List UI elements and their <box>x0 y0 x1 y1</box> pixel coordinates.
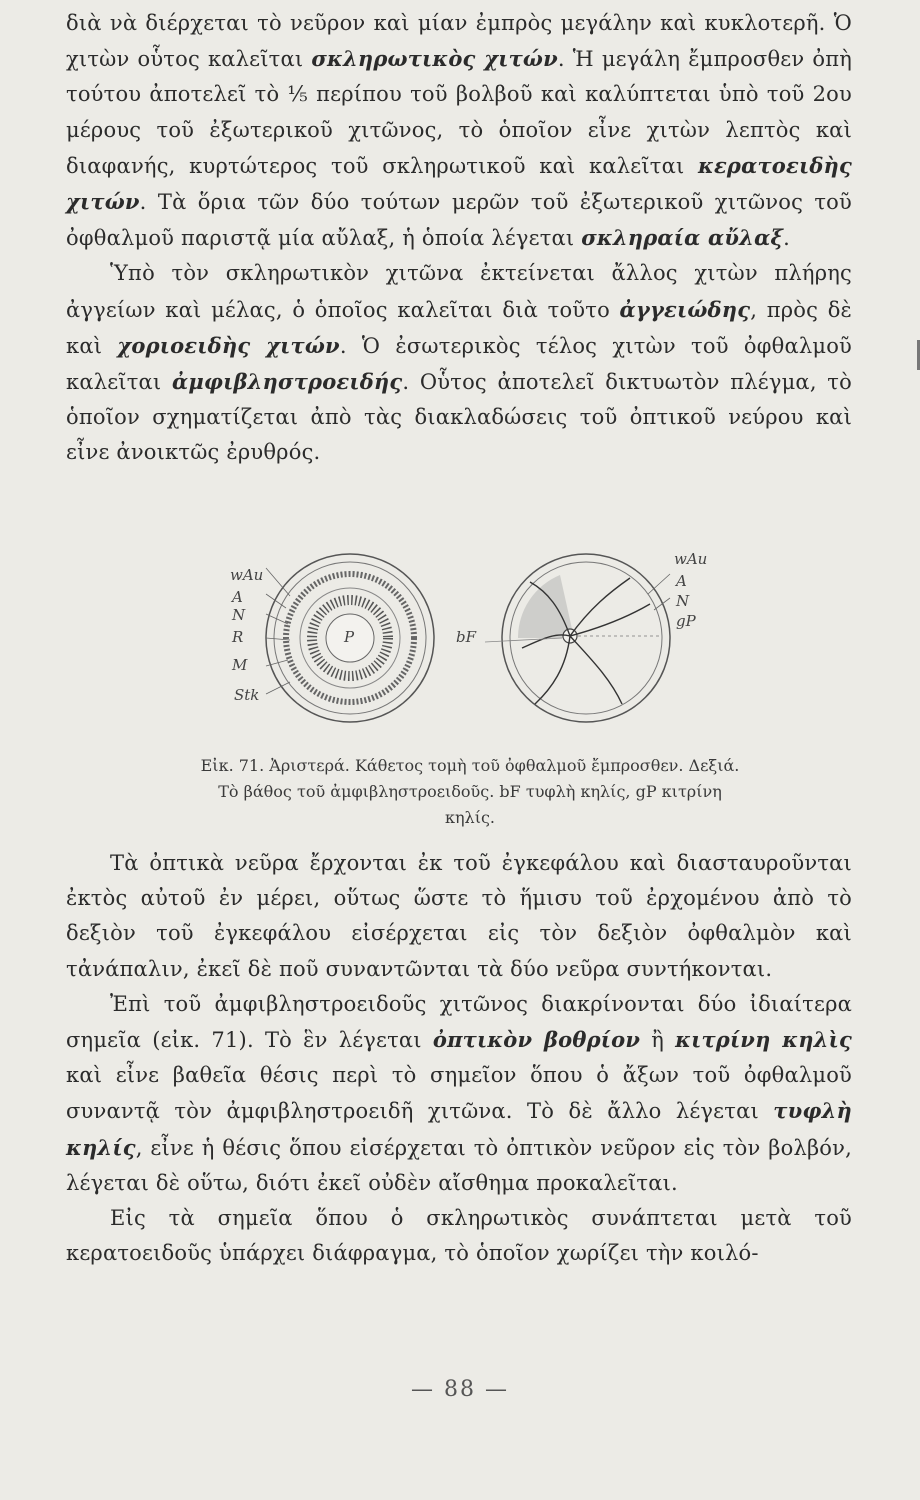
label-stk-left: Stk <box>234 686 260 704</box>
text-lower <box>66 846 852 1271</box>
label-n-left: N <box>232 606 246 624</box>
label-r-left: R <box>232 628 244 646</box>
term-choroid: χοριοειδὴς χιτών <box>117 332 340 358</box>
label-bf: bF <box>456 628 477 646</box>
paragraph-sclera: διὰ νὰ διέρχεται τὸ νεῦρον καὶ μίαν ἐμπρὸς μεγάλην καὶ κυκλοτερῆ. Ὁ χιτὼν οὗτος καλεῖται σκληρωτικὸς χιτών. Ἡ μεγάλη ἔμπροσθεν ὀπὴ τούτου ἀποτελεῖ τὸ ⅕ περίπου τοῦ βολβοῦ καὶ καλύπτεται ὑπὸ τοῦ 2ου μέρους τοῦ ἐξωτερικοῦ χιτῶνος, τὸ ὁποῖον εἶνε χιτὼν λεπτὸς καὶ διαφανής, κυρτώτερος τοῦ σκληρωτικοῦ καὶ καλεῖται κερατοειδὴς χιτών. Τὰ ὅρια τῶν δύο τούτων μερῶν τοῦ ἐξωτερικοῦ χιτῶνος τοῦ ὀφθαλμοῦ παριστᾷ μία αὔλαξ, ἡ ὁποία λέγεται σκληραία αὔλαξ. <box>66 11 852 251</box>
term-retina: ἀμφιβληστροειδής <box>171 369 403 395</box>
paragraph-choroid: Ὑπὸ τὸν σκληρωτικὸν χιτῶνα ἐκτείνεται ἄλλος χιτὼν πλήρης ἀγγείων καὶ μέλας, ὁ ὁποῖος καλεῖται διὰ τοῦτο ἀγγειώδης, πρὸς δὲ καὶ χοριοειδὴς χιτών. Ὁ ἐσωτερικὸς τέλος χιτὼν τοῦ ὀφθαλμοῦ καλεῖται ἀμφιβληστροειδής. Οὗτος ἀποτελεῖ δικτυωτὸν πλέγμα, τὸ ὁποῖον σχηματίζεται ἀπὸ τὰς διακλαδώσεις τοῦ ὀπτικοῦ νεύρου καὶ εἶνε ἀνοικτῶς ἐρυθρός. <box>66 261 853 465</box>
figure-71 <box>230 548 720 728</box>
paragraph-diaphragm: Εἰς τὰ σημεῖα ὅπου ὁ σκληρωτικὸς συνάπτεται μετὰ τοῦ κερατοειδοῦς ὑπάρχει διάφραγμα, τὸ ὁποῖον χωρίζει τὴν κοιλό- <box>66 1206 852 1266</box>
label-wau-left: wAu <box>230 566 264 584</box>
label-a-left: A <box>232 588 243 606</box>
label-m-left: M <box>232 656 248 674</box>
term-sclera: σκληρωτικὸς χιτών <box>311 46 558 72</box>
term-blind-spot: τυφλὴ κηλίς <box>66 1098 852 1160</box>
page-number: — 88 — <box>411 1377 509 1402</box>
figure-caption: Εἰκ. 71. Ἀριστερά. Κάθετος τομὴ τοῦ ὀφθαλμοῦ ἔμπροσθεν. Δεξιά. Τὸ βάθος τοῦ ἀμφιβληστροειδοῦς. bF τυφλὴ κηλίς, gP κιτρίνη κηλίς. <box>200 756 740 827</box>
term-yellow-spot: κιτρίνη κηλὶς <box>675 1027 852 1053</box>
term-cornea: κερατοειδὴς χιτών <box>66 152 852 215</box>
term-optic-pit: ὀπτικὸν βοθρίον <box>432 1027 641 1053</box>
term-vascular: ἀγγειώδης <box>619 296 751 322</box>
term-scleral-sulcus: σκληραία αὔλαξ <box>581 225 784 251</box>
blind-spot-pointer <box>485 638 562 642</box>
label-gp-right: gP <box>676 612 696 630</box>
label-p-center: P <box>344 628 355 646</box>
label-n-right: N <box>676 592 690 610</box>
label-a-right: A <box>676 572 687 590</box>
retina-fundus <box>502 554 670 722</box>
paragraph-retina-points: Ἐπὶ τοῦ ἀμφιβληστροειδοῦς χιτῶνος διακρίνονται δύο ἰδιαίτερα σημεῖα (εἰκ. 71). Τὸ ἓν λέγεται ὀπτικὸν βοθρίον ἢ κιτρίνη κηλὶς καὶ εἶνε βαθεῖα θέσις περὶ τὸ σημεῖον ὅπου ὁ ἄξων τοῦ ὀφθαλμοῦ συναντᾷ τὸν ἀμφιβληστροειδῆ χιτῶνα. Τὸ δὲ ἄλλο λέγεται τυφλὴ κηλίς, εἶνε ἡ θέσις ὅπου εἰσέρχεται τὸ ὀπτικὸν νεῦρον εἰς τὸν βολβόν, λέγεται δὲ οὕτω, διότι ἐκεῖ οὐδὲν αἴσθημα προκαλεῖται. <box>66 991 852 1195</box>
label-wau-right: wAu <box>674 550 708 568</box>
paragraph-optic-nerves: Τὰ ὀπτικὰ νεῦρα ἔρχονται ἐκ τοῦ ἐγκεφάλου καὶ διασταυροῦνται ἐκτὸς αὐτοῦ ἐν μέρει, οὕτως ὥστε τὸ ἥμισυ τοῦ ἐρχομένου ἀπὸ τὸ δεξιὸν τοῦ ἐγκεφάλου εἰσέρχεται εἰς τὸν δεξιὸν ὀφθαλμὸν καὶ τἀνάπαλιν, ἐκεῖ δὲ ποῦ συναντῶνται τὰ δύο νεῦρα συντήκονται. <box>66 851 852 981</box>
text-upper <box>66 6 852 471</box>
